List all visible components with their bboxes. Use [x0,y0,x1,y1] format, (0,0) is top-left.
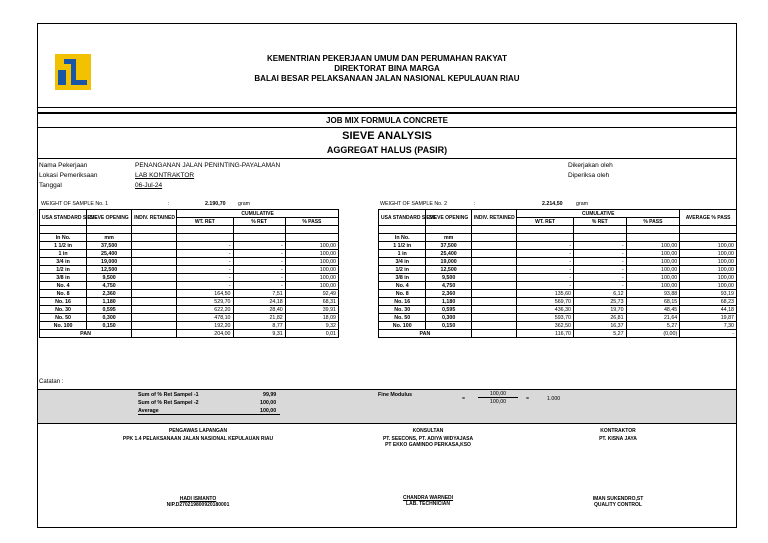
table-cell: 100,00 [626,266,680,274]
fine-modulus-label: Fine Modulus [378,392,413,398]
col-wt-ret: WT. RET [177,218,233,226]
sample2-weight: 2.214,50 [542,201,563,207]
fm-equals-2: = [526,396,530,402]
table-cell: 0,150 [426,322,471,330]
header-line2: DIREKTORAT BINA MARGA [334,64,440,73]
table-cell: - [573,242,626,250]
table-cell: No. 100 [40,322,87,330]
col-usa: USA STANDARD SIEVE [379,210,426,226]
table-cell: 3/8 in [40,274,87,282]
table-cell [471,250,516,258]
table-cell: 19,70 [573,306,626,314]
table-cell: - [573,266,626,274]
table-cell: 100,00 [285,250,338,258]
table-cell: 44,18 [680,306,737,314]
sum1-value: 99,99 [263,392,277,398]
table-cell: No. 50 [379,314,426,322]
table-cell [132,282,177,290]
sample1-unit: gram [238,201,251,207]
table-cell: 25,400 [87,250,132,258]
table-cell: No. 30 [379,306,426,314]
mid-org2: PT EKKO GAMINDO PERKASA,KSO [385,442,471,448]
table-cell: 100,00 [680,242,737,250]
table-cell: - [177,266,233,274]
table-cell: 2,360 [426,290,471,298]
table-cell: - [233,274,285,282]
left-name: HADI ISMANTO [179,496,217,502]
table-cell: 593,70 [517,314,574,322]
table-row [40,274,339,282]
table-cell: 100,00 [285,282,338,290]
pan-avg: - [680,330,737,338]
col-wt-ret: WT. RET [517,218,574,226]
col-pct-ret: % RET [233,218,285,226]
table-cell: 100,00 [626,250,680,258]
table-cell: 362,50 [517,322,574,330]
pan-pret: 9,31 [233,330,285,338]
table-cell: 1 in [379,250,426,258]
table-cell: 569,70 [517,298,574,306]
left-id: NIP.D270219800920180001 [166,502,230,508]
table-cell [471,242,516,250]
table-cell: 7,30 [680,322,737,330]
table-cell: No. 8 [379,290,426,298]
table-cell: 0,150 [87,322,132,330]
table-cell [132,306,177,314]
pan-wt: 116,70 [517,330,574,338]
left-role: PENGAWAS LAPANGAN [168,428,228,434]
table-cell: 1 in [40,250,87,258]
right-org: PT. KISNA JAYA [599,436,637,442]
table-cell [132,258,177,266]
sieve-table-1 [39,209,339,338]
table-cell: - [517,242,574,250]
info-label-job: Nama Pekerjaan [39,162,88,169]
signature-middle [368,428,488,507]
table-cell [132,314,177,322]
summary-band [38,389,736,424]
right-role: KONTRAKTOR [600,428,636,434]
col-pct-ret: % RET [573,218,626,226]
average-value: 100,00 [260,408,277,414]
table-cell: 192,20 [177,322,233,330]
table-cell: 4,750 [87,282,132,290]
table-cell: 19,000 [87,258,132,266]
table-cell: 100,00 [626,282,680,290]
table-cell [471,274,516,282]
table-cell: 164,50 [177,290,233,298]
table-cell: - [177,282,233,290]
table-cell: No. 16 [379,298,426,306]
table-cell [471,298,516,306]
fm-value: 1.000 [547,396,561,402]
table-cell: 21,82 [233,314,285,322]
table-cell [471,258,516,266]
fm-numerator: 100,00 [478,391,518,398]
table-cell: 5,27 [626,322,680,330]
table-cell: 28,40 [233,306,285,314]
table-cell [471,290,516,298]
subtitle: AGGREGAT HALUS (PASIR) [326,145,448,155]
table-cell: 24,18 [233,298,285,306]
signature-left [108,428,288,508]
table-row [379,314,737,322]
sample1-weight: 2.190,70 [205,201,226,207]
pan-pret: 5,27 [573,330,626,338]
table-cell: 135,60 [517,290,574,298]
table-row [379,282,737,290]
table-cell: 26,81 [573,314,626,322]
pan-ppass: 0,01 [285,330,338,338]
table-cell: - [517,258,574,266]
table-cell [471,282,516,290]
table-cell: 25,400 [426,250,471,258]
table-cell: - [517,282,574,290]
sample2-label: WEIGHT OF SAMPLE No. 2 [380,201,448,207]
table-row [379,266,737,274]
table-row [40,306,339,314]
table-cell: - [233,242,285,250]
table-cell: - [573,274,626,282]
table-cell [132,242,177,250]
table-cell: - [177,258,233,266]
table-row [379,242,737,250]
table-cell: 7,51 [233,290,285,298]
table-row-pan [379,330,737,338]
table-cell: 48,45 [626,306,680,314]
table-cell: 1 1/2 in [40,242,87,250]
table-cell: 25,73 [573,298,626,306]
table-cell [132,290,177,298]
table-cell: 100,00 [680,250,737,258]
table-cell [471,322,516,330]
mid-title: LAB. TECHNICIAN [406,501,450,507]
table-cell [471,314,516,322]
table-row [379,306,737,314]
table-cell: No. 30 [40,306,87,314]
sample1-colon: : [168,201,170,207]
table-cell [132,266,177,274]
table-cell: - [573,258,626,266]
sum2-value: 100,00 [260,400,277,406]
table-cell: 3/4 in [379,258,426,266]
table-cell [471,266,516,274]
table-cell: - [233,258,285,266]
table-cell: 100,00 [626,242,680,250]
table-cell: 37,500 [87,242,132,250]
table-cell: - [233,250,285,258]
table-cell: 478,10 [177,314,233,322]
table-cell: 100,00 [285,242,338,250]
table-cell: No. 4 [379,282,426,290]
left-org: PPK 1.4 PELAKSANAAN JALAN NASIONAL KEPULAUAN RIAU [122,436,274,442]
col-cumulative: CUMULATIVE [517,210,680,218]
table-cell: 93,19 [680,290,737,298]
table-row [379,250,737,258]
divider [38,158,736,159]
table-cell: 100,00 [285,274,338,282]
table-cell: 3/8 in [379,274,426,282]
table-cell: 0,300 [426,314,471,322]
table-cell: 100,00 [680,258,737,266]
sum1-label: Sum of % Ret Sampel -1 [138,392,199,398]
table-cell: 0,595 [87,306,132,314]
table-cell [132,322,177,330]
col-opening: SIEVE OPENING [87,210,132,226]
table-cell: 12,500 [426,266,471,274]
col-pct-pass: % PASS [626,218,680,226]
table-cell: 0,300 [87,314,132,322]
table-cell: 9,32 [285,322,338,330]
table-cell: - [233,266,285,274]
table-cell: 18,09 [285,314,338,322]
col-indiv: INDIV. RETAINED [471,210,516,226]
table-cell: No. 100 [379,322,426,330]
table-cell: 37,500 [426,242,471,250]
table-cell: 4,750 [426,282,471,290]
table-cell [132,274,177,282]
table-row-pan [40,330,339,338]
table-cell: - [573,250,626,258]
right-title: QUALITY CONTROL [594,502,642,508]
band-title: JOB MIX FORMULA CONCRETE [38,113,736,128]
table-cell: 622,20 [177,306,233,314]
table-cell: - [233,282,285,290]
table-row [379,258,737,266]
table-row [40,322,339,330]
table-cell: 529,70 [177,298,233,306]
table-cell: 1 1/2 in [379,242,426,250]
header-line1: KEMENTRIAN PEKERJAAN UMUM DAN PERUMAHAN RAKYAT [266,54,507,63]
table-cell: 1,180 [426,298,471,306]
table-cell [132,298,177,306]
table-cell: 2,360 [87,290,132,298]
table-cell: 19,87 [680,314,737,322]
table-row [40,266,339,274]
table-cell: 100,00 [285,266,338,274]
info-value-date: 06-Jul-24 [135,182,163,189]
table-cell: 0,595 [426,306,471,314]
unit-in: In No. [379,234,426,242]
mid-name: CHANDRA WARNEDI [402,495,454,501]
table-cell: 68,15 [626,298,680,306]
table-cell: 100,00 [626,274,680,282]
average-label: Average [138,408,280,415]
table-cell [132,250,177,258]
col-usa: USA STANDARD SIEVE [40,210,87,226]
table-cell: - [177,274,233,282]
info-done-by: Dikerjakan oleh [568,162,613,169]
table-cell: - [177,250,233,258]
table-cell: 100,00 [680,274,737,282]
col-pct-pass: % PASS [285,218,338,226]
pan-wt: 204,00 [177,330,233,338]
table-cell: 9,500 [426,274,471,282]
table-cell: 1/2 in [40,266,87,274]
unit-mm: mm [87,234,132,242]
table-cell: 21,64 [626,314,680,322]
table-row [379,298,737,306]
table-cell: 9,500 [87,274,132,282]
fm-denominator: 100,00 [489,399,507,405]
sample1-label: WEIGHT OF SAMPLE No. 1 [41,201,109,207]
table-row [40,250,339,258]
table-cell: - [177,242,233,250]
table-row [379,322,737,330]
header-line3: BALAI BESAR PELAKSANAAN JALAN NASIONAL KEPULAUAN RIAU [254,74,520,83]
table-cell: 39,91 [285,306,338,314]
table-cell: 436,30 [517,306,574,314]
sample2-colon: : [474,201,476,207]
mid-org1: PT. SEECONS, PT. ADIYA WIDYAJASA [382,436,474,442]
table-row [40,314,339,322]
table-cell: 93,88 [626,290,680,298]
table-row [379,274,737,282]
table-cell: - [517,250,574,258]
table-row [40,242,339,250]
info-checked-by: Diperiksa oleh [568,172,610,179]
table-cell: 3/4 in [40,258,87,266]
table-row [40,298,339,306]
table-cell: - [573,282,626,290]
col-indiv: INDIV. RETAINED [132,210,177,226]
sieve-table-2 [378,209,737,338]
table-cell: 1/2 in [379,266,426,274]
table-cell: 68,23 [680,298,737,306]
table-cell: No. 4 [40,282,87,290]
sample2-unit: gram [576,201,589,207]
table-cell: 100,00 [680,266,737,274]
pan-ppass: (0,00) [626,330,680,338]
info-value-location: LAB KONTRAKTOR [135,172,195,179]
table-cell: 1,180 [87,298,132,306]
pan-label: PAN [379,330,472,338]
table-row [40,258,339,266]
fm-equals: = [462,396,466,402]
col-cumulative: CUMULATIVE [177,210,339,218]
mid-role: KONSULTAN [412,428,444,434]
document-page [37,23,737,528]
table-cell: - [517,266,574,274]
pan-label: PAN [40,330,132,338]
right-name: IMAN SUKENDRO,ST [592,496,644,502]
info-value-job: PENANGANAN JALAN PENINTING-PAYALAMAN [135,162,281,169]
table-cell: 68,31 [285,298,338,306]
table-cell: 92,49 [285,290,338,298]
table-cell: 19,000 [426,258,471,266]
table-cell: No. 8 [40,290,87,298]
info-label-date: Tanggal [39,182,62,189]
table-row [40,282,339,290]
table-row [379,290,737,298]
table-cell: - [517,274,574,282]
title: SIEVE ANALYSIS [342,130,432,142]
table-row [40,290,339,298]
sum2-label: Sum of % Ret Sampel -2 [138,400,199,406]
table-cell: 16,37 [573,322,626,330]
table-cell: 8,77 [233,322,285,330]
unit-mm: mm [426,234,471,242]
col-average: AVERAGE % PASS [680,210,737,226]
table-cell: 12,500 [87,266,132,274]
table-cell: 100,00 [285,258,338,266]
notes-label: Catatan : [39,379,64,385]
table-cell [471,306,516,314]
table-cell: No. 50 [40,314,87,322]
table-cell: 100,00 [680,282,737,290]
table-cell: 6,12 [573,290,626,298]
info-label-location: Lokasi Pemeriksaan [39,172,98,179]
table-cell: 100,00 [626,258,680,266]
unit-in: In No. [40,234,87,242]
signature-right [568,428,668,508]
col-opening: SIEVE OPENING [426,210,471,226]
table-cell: No. 16 [40,298,87,306]
